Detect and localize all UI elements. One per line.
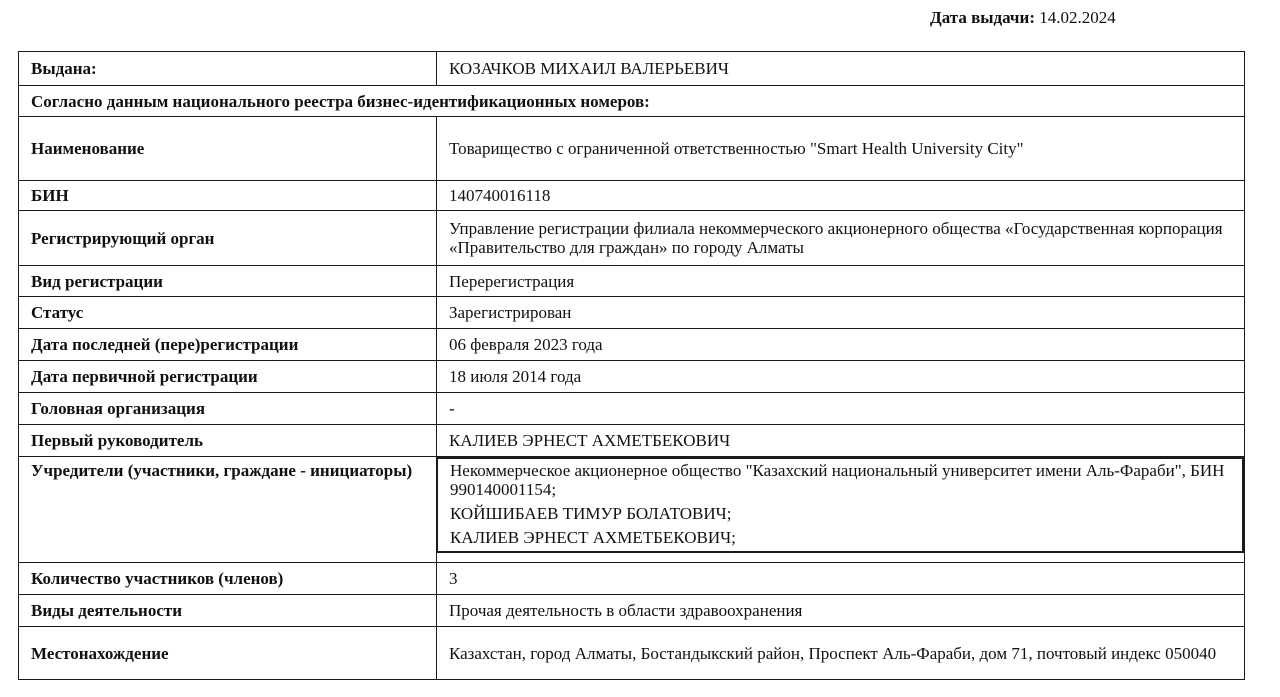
row-value: Перерегистрация: [437, 266, 1245, 297]
founder-item: Некоммерческое акционерное общество "Казахский национальный университет имени Аль-Фараби", БИН 990140001154;: [450, 461, 1225, 499]
row-value: Прочая деятельность в области здравоохранения: [437, 595, 1245, 627]
table-row: [19, 117, 1245, 181]
table-row-founders: [19, 457, 1245, 563]
row-value: КАЛИЕВ ЭРНЕСТ АХМЕТБЕКОВИЧ: [437, 425, 1245, 457]
table-row: [19, 595, 1245, 627]
table-row: [19, 329, 1245, 361]
issued-to-value: КОЗАЧКОВ МИХАИЛ ВАЛЕРЬЕВИЧ: [437, 52, 1245, 86]
row-value: Казахстан, город Алматы, Бостандыкский район, Проспект Аль-Фараби, дом 71, почтовый индекс 050040: [437, 627, 1245, 680]
table-row: [19, 563, 1245, 595]
table-row: [19, 266, 1245, 297]
issue-date-label: Дата выдачи:: [930, 8, 1035, 27]
table-row: [19, 361, 1245, 393]
founders-list: [436, 457, 1244, 553]
founder-item: КАЛИЕВ ЭРНЕСТ АХМЕТБЕКОВИЧ;: [450, 528, 736, 547]
registry-note: Согласно данным национального реестра бизнес-идентификационных номеров:: [19, 86, 1245, 117]
row-label: Количество участников (членов): [19, 563, 437, 595]
registration-table: [18, 51, 1245, 680]
issue-date: [930, 8, 1116, 28]
row-value: 140740016118: [437, 181, 1245, 211]
row-label: Наименование: [19, 117, 437, 181]
table-row: [19, 86, 1245, 117]
row-label: Статус: [19, 297, 437, 329]
row-value: 06 февраля 2023 года: [437, 329, 1245, 361]
row-label: БИН: [19, 181, 437, 211]
row-label: Регистрирующий орган: [19, 211, 437, 266]
table-row: [19, 627, 1245, 680]
founders-cell: [437, 457, 1245, 563]
table-row: [19, 297, 1245, 329]
row-value: 18 июля 2014 года: [437, 361, 1245, 393]
row-label: Местонахождение: [19, 627, 437, 680]
row-label: Первый руководитель: [19, 425, 437, 457]
row-value: Управление регистрации филиала некоммерческого акционерного общества «Государственная корпорация «Правительство для граждан» по городу Алматы: [437, 211, 1245, 266]
table-row: [19, 211, 1245, 266]
table-row: [19, 425, 1245, 457]
row-value: 3: [437, 563, 1245, 595]
row-label: Дата первичной регистрации: [19, 361, 437, 393]
row-value: -: [437, 393, 1245, 425]
row-label: Головная организация: [19, 393, 437, 425]
row-value: Товарищество с ограниченной ответственностью "Smart Health University City": [437, 117, 1245, 181]
row-value: Зарегистрирован: [437, 297, 1245, 329]
row-label: Дата последней (пере)регистрации: [19, 329, 437, 361]
founder-item: КОЙШИБАЕВ ТИМУР БОЛАТОВИЧ;: [450, 504, 732, 523]
row-label: Вид регистрации: [19, 266, 437, 297]
table-row: [19, 181, 1245, 211]
table-row: [19, 52, 1245, 86]
row-label: Виды деятельности: [19, 595, 437, 627]
table-row: [19, 393, 1245, 425]
issue-date-value: 14.02.2024: [1039, 8, 1116, 27]
issued-to-label: Выдана:: [19, 52, 437, 86]
founders-label: Учредители (участники, граждане - инициаторы): [19, 457, 437, 563]
